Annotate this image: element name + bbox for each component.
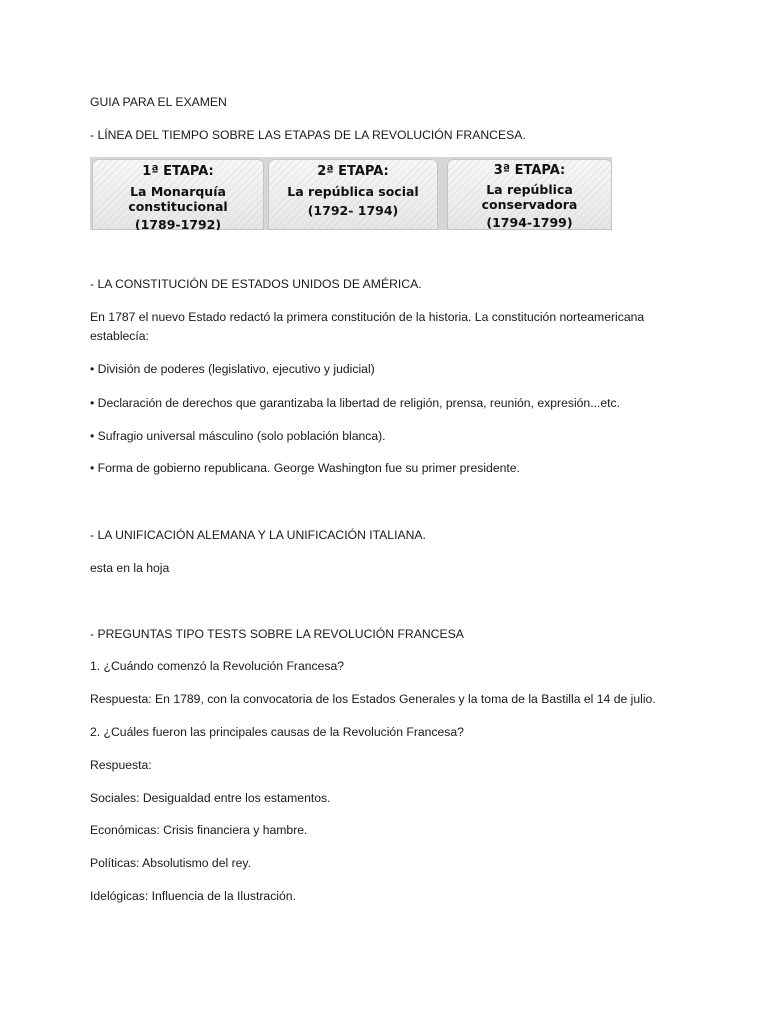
stage-2-dates: (1792- 1794) bbox=[307, 203, 399, 218]
stage-1-name bbox=[92, 184, 264, 214]
stage-2-label: 2ª ETAPA: bbox=[317, 164, 389, 179]
stage-2-name: La república social bbox=[287, 184, 419, 199]
stage-3-name-line1: La república bbox=[486, 182, 573, 197]
revolution-timeline-image bbox=[90, 157, 612, 230]
stage-3-label: 3ª ETAPA: bbox=[493, 163, 566, 178]
answer-2-item: Idelógicas: Influencia de la Ilustración. bbox=[90, 889, 296, 903]
answer-2-item: Sociales: Desigualdad entre los estamentos. bbox=[90, 791, 331, 805]
answer-1: Respuesta: En 1789, con la convocatoria de los Estados Generales y la toma de la Bastilla el 14 de julio. bbox=[90, 692, 656, 706]
timeline-heading: - LÍNEA DEL TIEMPO SOBRE LAS ETAPAS DE LA REVOLUCIÓN FRANCESA. bbox=[90, 128, 526, 142]
unification-heading: - LA UNIFICACIÓN ALEMANA Y LA UNIFICACIÓN ITALIANA. bbox=[90, 528, 426, 542]
stage-1-name-line1: La Monarquía bbox=[130, 184, 226, 199]
usa-bullet: • Forma de gobierno republicana. George Washington fue su primer presidente. bbox=[90, 461, 520, 475]
unification-note: esta en la hoja bbox=[90, 561, 170, 575]
usa-paragraph-line2: establecía: bbox=[90, 329, 149, 343]
stage-3-name-line2: conservadora bbox=[481, 197, 578, 212]
stage-1-label: 1ª ETAPA: bbox=[142, 164, 214, 179]
answer-2-item: Políticas: Absolutismo del rey. bbox=[90, 856, 251, 870]
answer-2-item: Económicas: Crisis financiera y hambre. bbox=[90, 823, 308, 837]
stage-3-name bbox=[447, 182, 612, 212]
stage-3-dates: (1794-1799) bbox=[486, 215, 573, 230]
answer-2-label: Respuesta: bbox=[90, 758, 152, 772]
usa-bullet: • Sufragio universal másculino (solo población blanca). bbox=[90, 429, 386, 443]
question-2: 2. ¿Cuáles fueron las principales causas de la Revolución Francesa? bbox=[90, 725, 464, 739]
usa-bullet: • Declaración de derechos que garantizaba la libertad de religión, prensa, reunión, expresión...etc. bbox=[90, 396, 621, 410]
tests-heading: - PREGUNTAS TIPO TESTS SOBRE LA REVOLUCIÓN FRANCESA bbox=[90, 627, 464, 641]
timeline-stage-1 bbox=[92, 159, 264, 230]
timeline-stage-2 bbox=[268, 159, 438, 230]
timeline-stage-3 bbox=[447, 159, 612, 230]
document-title: GUIA PARA EL EXAMEN bbox=[90, 95, 227, 109]
stage-1-name-line2: constitucional bbox=[128, 199, 228, 214]
usa-heading: - LA CONSTITUCIÓN DE ESTADOS UNIDOS DE AMÉRICA. bbox=[90, 277, 422, 291]
usa-bullet: • División de poderes (legislativo, ejecutivo y judicial) bbox=[90, 362, 375, 376]
question-1: 1. ¿Cuándo comenzó la Revolución Francesa? bbox=[90, 659, 345, 673]
usa-paragraph-line1: En 1787 el nuevo Estado redactó la primera constitución de la historia. La constitución norteamericana bbox=[90, 310, 645, 324]
stage-1-dates: (1789-1792) bbox=[134, 217, 222, 230]
